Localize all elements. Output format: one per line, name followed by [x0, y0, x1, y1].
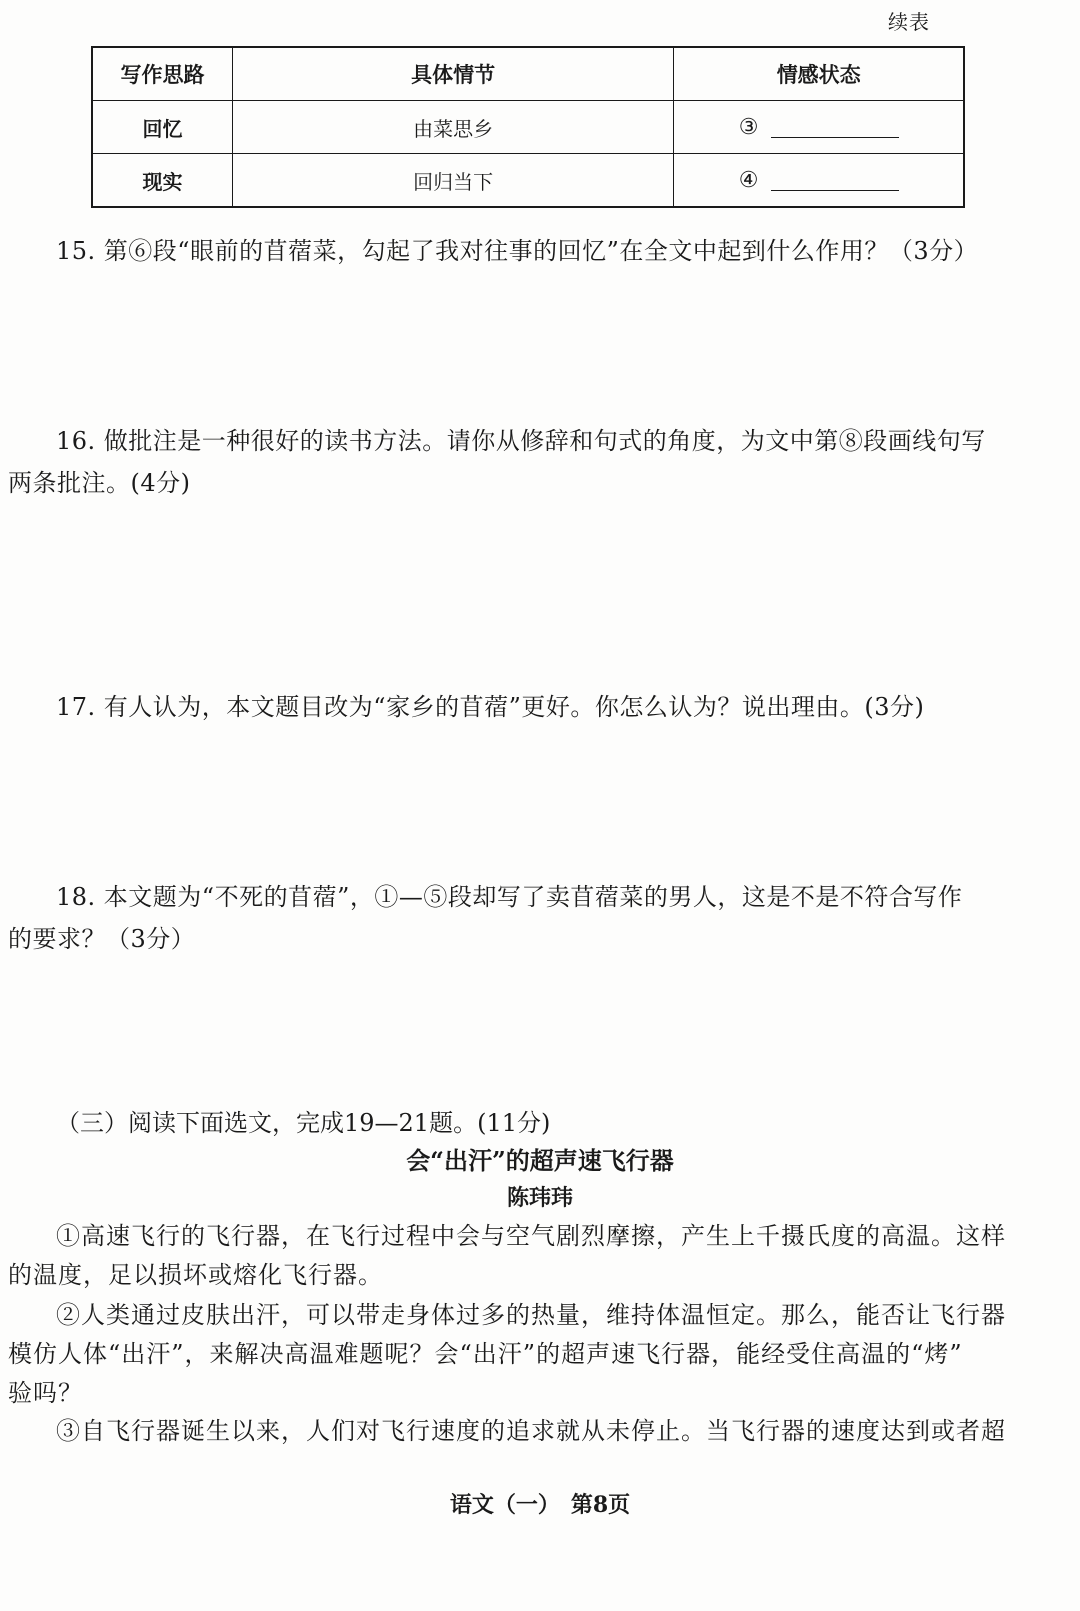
question-text: 17. 有人认为，本文题目改为“家乡的苜蓿”更好。你怎么认为？说出理由。(3分) — [56, 693, 925, 721]
question-17 — [0, 686, 1060, 728]
row-plot-cell: 回归当下 — [232, 154, 673, 208]
table-header-row — [92, 47, 964, 101]
row-approach-cell: 回忆 — [92, 101, 232, 154]
row-approach-cell: 现实 — [92, 154, 232, 208]
section-heading: （三）阅读下面选文，完成19—21题。(11分) — [56, 1109, 551, 1137]
row-plot-cell: 由菜思乡 — [232, 101, 673, 154]
blank-number: ③ — [738, 114, 759, 140]
question-16 — [0, 420, 1060, 504]
paragraph-2 — [8, 1296, 1068, 1413]
writing-structure-table — [91, 46, 965, 208]
question-text: 18. 本文题为“不死的苜蓿”，①—⑤段却写了卖苜蓿菜的男人，这是不是不符合写作 — [56, 883, 963, 911]
paragraph-line: 的温度，足以损坏或熔化飞行器。 — [8, 1261, 383, 1289]
answer-line — [771, 136, 899, 138]
page-footer: 语文（一） 第8页 — [449, 1492, 631, 1518]
paragraph-line: 验吗？ — [8, 1379, 83, 1407]
question-18 — [0, 876, 1060, 960]
paragraph-3 — [8, 1412, 1068, 1451]
question-text-cont: 两条批注。(4分) — [8, 469, 191, 497]
answer-blank-3[interactable] — [674, 101, 964, 154]
header-writing-approach: 写作思路 — [92, 47, 232, 101]
question-text: 15. 第⑥段“眼前的苜蓿菜，勾起了我对往事的回忆”在全文中起到什么作用？（3分） — [56, 237, 979, 265]
article-author: 陈玮玮 — [506, 1185, 573, 1211]
question-15 — [0, 230, 1060, 272]
paragraph-1 — [8, 1217, 1068, 1295]
answer-line — [771, 189, 899, 191]
paragraph-line: ③自飞行器诞生以来，人们对飞行速度的追求就从未停止。当飞行器的速度达到或者超 — [56, 1417, 1006, 1445]
paragraph-line: ②人类通过皮肤出汗，可以带走身体过多的热量，维持体温恒定。那么，能否让飞行器 — [56, 1301, 1006, 1329]
table-row — [92, 154, 964, 208]
question-text: 16. 做批注是一种很好的读书方法。请你从修辞和句式的角度，为文中第⑧段画线句写 — [56, 427, 986, 455]
answer-blank-4[interactable] — [674, 154, 964, 208]
table-row — [92, 101, 964, 154]
paragraph-line: ①高速飞行的飞行器，在飞行过程中会与空气剧烈摩擦，产生上千摄氏度的高温。这样 — [56, 1222, 1006, 1250]
article-title: 会“出汗”的超声速飞行器 — [406, 1146, 674, 1175]
blank-number: ④ — [738, 167, 759, 193]
header-emotional-state: 情感状态 — [674, 47, 964, 101]
continued-table-label: 续表 — [888, 10, 930, 34]
question-text-cont: 的要求？（3分） — [8, 925, 196, 953]
header-specific-plot: 具体情节 — [232, 47, 673, 101]
paragraph-line: 模仿人体“出汗”，来解决高温难题呢？会“出汗”的超声速飞行器，能经受住高温的“烤” — [8, 1340, 963, 1368]
